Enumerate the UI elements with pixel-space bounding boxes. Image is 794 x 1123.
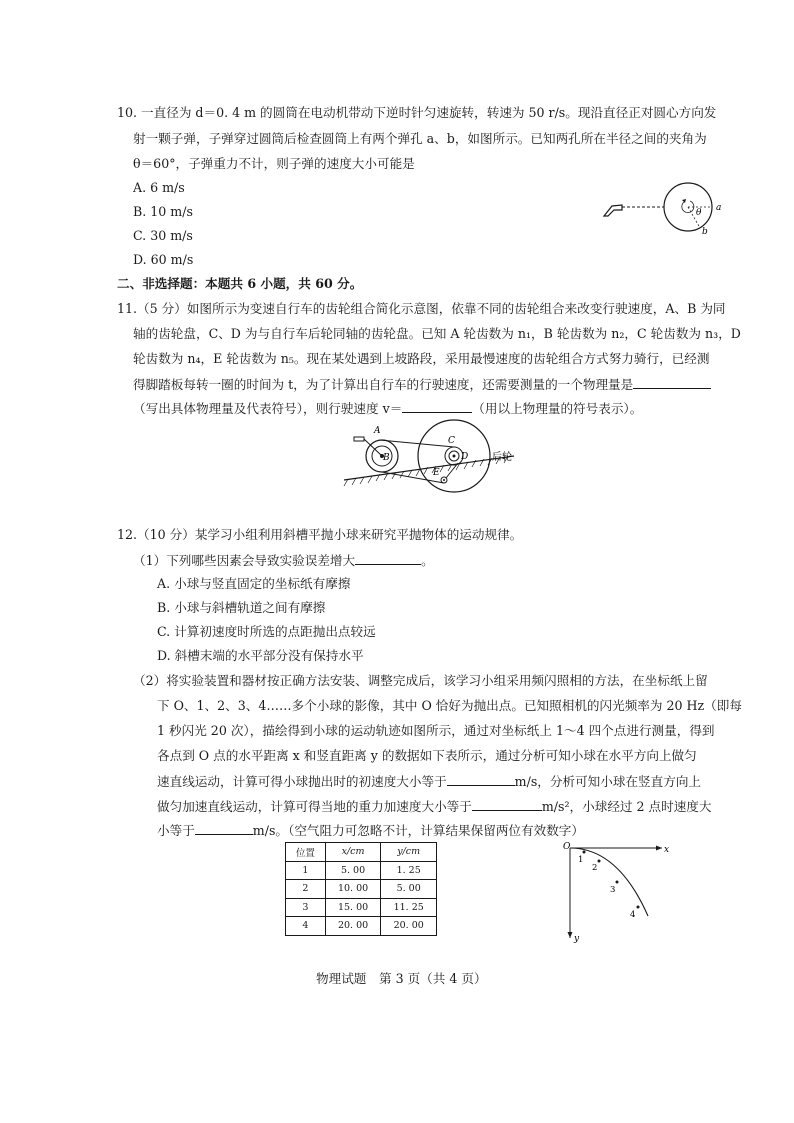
table-cell: 1. 25 xyxy=(381,861,437,880)
q12-data-table xyxy=(285,842,437,936)
theta-label: θ xyxy=(696,208,702,218)
point-2-label: 2 xyxy=(592,863,598,873)
q12-line1: 12.（10 分）某学习小组利用斜槽平抛小球来研究平抛物体的运动规律。 xyxy=(117,527,523,542)
point-4 xyxy=(637,906,640,909)
page-footer: 物理试题 第 3 页（共 4 页） xyxy=(316,971,487,986)
table-row xyxy=(286,898,437,917)
q10-option-b: B. 10 m/s xyxy=(133,204,193,219)
q12-blank-1[interactable] xyxy=(355,552,421,565)
table-header-y: y/cm xyxy=(381,843,437,862)
point-1-label: 1 xyxy=(578,855,584,865)
q12-p2-line6-text-b: m/s²，小球经过 2 点时速度大 xyxy=(541,799,712,814)
table-cell: 11. 25 xyxy=(381,898,437,917)
point-3 xyxy=(616,881,619,884)
q11-line2: 轴的齿轮盘，C、D 为与自行车后轮同轴的齿轮盘。已知 A 轮齿数为 n₁，B 轮齿数为 n₂，C 轮齿数为 n₃，D xyxy=(133,326,741,341)
table-cell: 1 xyxy=(286,861,326,880)
q12-option-b: B. 小球与斜槽轨道之间有摩擦 xyxy=(157,600,326,615)
q12-p2-line2: 下 O、1、2、3、4……多个小球的影像，其中 O 恰好为抛出点。已知照相机的闪光频率为 20 Hz（即每 xyxy=(157,698,742,713)
point-1 xyxy=(583,851,586,854)
section2-title: 二、非选择题：本题共 6 小题，共 60 分。 xyxy=(117,276,363,291)
q12-p2-line7-text-a: 小等于 xyxy=(157,823,195,838)
hole-b-label: b xyxy=(702,227,708,237)
table-row xyxy=(286,861,437,880)
table-cell: 5. 00 xyxy=(325,861,381,880)
label-a: A xyxy=(374,426,381,436)
hole-a-label: a xyxy=(716,203,722,213)
x-axis-label: x xyxy=(664,845,670,855)
q11-blank-1[interactable] xyxy=(633,376,711,389)
q12-trajectory-graph xyxy=(558,838,678,948)
q12-p2-line3: 1 秒闪光 20 次），描绘得到小球的运动轨迹如图所示，通过对坐标纸上 1～4 四个点进行测量，得到 xyxy=(157,723,715,738)
table-header-row xyxy=(286,843,437,862)
q10-option-d: D. 60 m/s xyxy=(133,252,194,267)
table-cell: 4 xyxy=(286,917,326,936)
q10-line3: θ＝60°，子弹重力不计，则子弹的速度大小可能是 xyxy=(133,156,415,171)
table-cell: 20. 00 xyxy=(381,917,437,936)
q10-option-a: A. 6 m/s xyxy=(133,180,185,195)
label-c: C xyxy=(448,436,455,446)
q12-blank-3[interactable] xyxy=(472,798,542,811)
table-cell: 20. 00 xyxy=(325,917,381,936)
q12-p2-line6-text-a: 做匀加速直线运动，计算可得当地的重力加速度大小等于 xyxy=(157,799,472,814)
table-row xyxy=(286,917,437,936)
q12-option-d: D. 斜槽末端的水平部分没有保持水平 xyxy=(157,648,364,663)
label-d: D xyxy=(461,452,469,462)
q10-cylinder-figure xyxy=(598,178,728,238)
q12-blank-4[interactable] xyxy=(195,822,253,835)
q11-line3: 轮齿数为 n₄，E 轮齿数为 n₅。现在某处遇到上坡路段，采用最慢速度的齿轮组合方式努力骑行，已经测 xyxy=(133,351,710,366)
y-axis-arrow-icon xyxy=(568,932,573,938)
q11-line5-text-a: （写出具体物理量及代表符号），则行驶速度 v＝ xyxy=(133,401,403,416)
label-b: B xyxy=(383,453,390,463)
q12-part1 xyxy=(133,552,434,569)
label-rear-wheel: 后轮 xyxy=(492,452,512,463)
y-axis-label: y xyxy=(574,934,580,944)
point-2 xyxy=(598,860,601,863)
q11-line4-text: 得脚踏板每转一圈的时间为 t，为了计算出自行车的行驶速度，还需要测量的一个物理量是 xyxy=(133,377,634,392)
q10-line1: 10. 一直径为 d＝0. 4 m 的圆筒在电动机带动下逆时针匀速旋转，转速为 50 r/s。现沿直径正对圆心方向发 xyxy=(117,105,717,120)
table-row xyxy=(286,880,437,899)
q11-blank-2[interactable] xyxy=(402,400,472,413)
table-cell: 3 xyxy=(286,898,326,917)
point-3-label: 3 xyxy=(610,885,616,895)
q12-p2-line7 xyxy=(157,822,584,839)
table-cell: 15. 00 xyxy=(325,898,381,917)
q12-p2-line1: （2）将实验装置和器材按正确方法安装、调整完成后，该学习小组采用频闪照相的方法，在坐标纸上留 xyxy=(133,673,708,688)
q12-option-a: A. 小球与竖直固定的坐标纸有摩擦 xyxy=(157,576,351,591)
q11-bicycle-gear-figure xyxy=(340,418,530,498)
q11-line4 xyxy=(133,376,711,393)
q10-option-c: C. 30 m/s xyxy=(133,228,193,243)
q12-p2-line7-text-b: m/s。（空气阻力可忽略不计，计算结果保留两位有效数字） xyxy=(252,823,584,838)
q11-line5-text-b: （用以上物理量的符号表示）。 xyxy=(472,401,643,416)
q12-p2-line5-text-b: m/s，分析可知小球在竖直方向上 xyxy=(514,774,702,789)
table-cell: 2 xyxy=(286,880,326,899)
q12-p2-line6 xyxy=(157,798,712,815)
point-4-label: 4 xyxy=(630,910,636,920)
q12-option-c: C. 计算初速度时所选的点距抛出点较远 xyxy=(157,624,376,639)
q11-line5 xyxy=(133,400,642,417)
table-cell: 5. 00 xyxy=(381,880,437,899)
q12-p2-line5-text-a: 速直线运动，计算可得小球抛出时的初速度大小等于 xyxy=(157,774,447,789)
q12-p2-line5 xyxy=(157,773,701,790)
q12-blank-2[interactable] xyxy=(447,773,515,786)
table-header-position: 位置 xyxy=(286,843,326,862)
origin-label: O xyxy=(563,842,571,852)
q12-part1-end: 。 xyxy=(421,553,434,568)
x-axis-arrow-icon xyxy=(656,846,662,851)
q12-part1-text: （1）下列哪些因素会导致实验误差增大 xyxy=(133,553,356,568)
q10-line2: 射一颗子弹，子弹穿过圆筒后检查圆筒上有两个弹孔 a、b，如图所示。已知两孔所在半径之间的夹角为 xyxy=(133,131,707,146)
gun-icon xyxy=(604,205,622,216)
table-header-x: x/cm xyxy=(325,843,381,862)
table-cell: 10. 00 xyxy=(325,880,381,899)
label-e: E xyxy=(433,468,440,478)
q12-p2-line4: 各点到 O 点的水平距离 x 和竖直距离 y 的数据如下表所示，通过分析可知小球在水平方向上做匀 xyxy=(157,748,697,763)
q11-line1: 11.（5 分）如图所示为变速自行车的齿轮组合简化示意图，依靠不同的齿轮组合来改变行驶速度，A、B 为同 xyxy=(117,301,726,316)
